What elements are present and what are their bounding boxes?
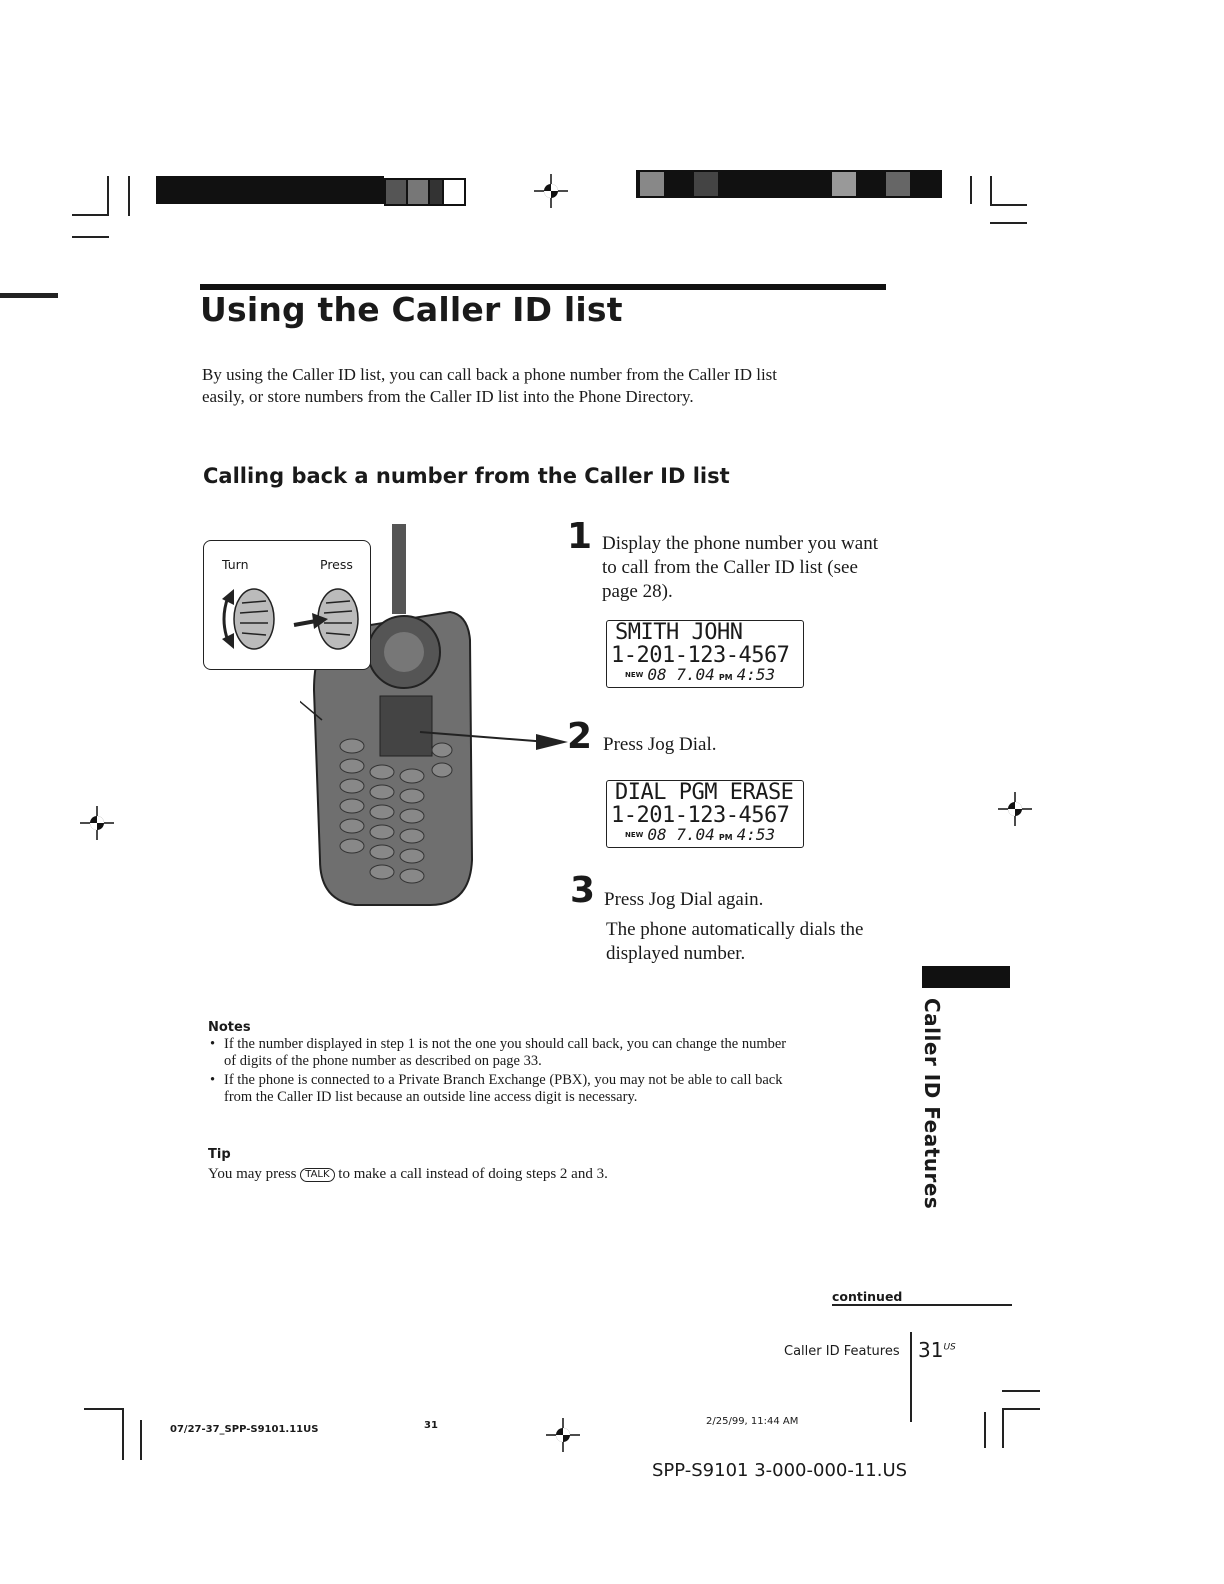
slug-date: 2/25/99, 11:44 AM bbox=[706, 1416, 799, 1427]
new-indicator: NEW bbox=[625, 831, 644, 839]
lcd-line: SMITH JOHN bbox=[615, 620, 743, 645]
color-swatch bbox=[384, 178, 408, 206]
turn-label: Turn bbox=[222, 557, 249, 572]
notes-list bbox=[208, 1036, 798, 1108]
note-item: • If the phone is connected to a Private Branch Exchange (PBX), you may not be able to call back from the Caller ID list because an outside line access digit is necessary. bbox=[208, 1072, 798, 1106]
registration-target-icon bbox=[80, 806, 114, 840]
lcd-display-2 bbox=[606, 780, 804, 848]
crop-mark bbox=[72, 236, 109, 238]
press-label: Press bbox=[320, 557, 353, 572]
intro-paragraph: By using the Caller ID list, you can call back a phone number from the Caller ID list easily, or store numbers from the Caller ID list into the Phone Directory. bbox=[202, 365, 778, 406]
step-text: Press Jog Dial again. bbox=[604, 889, 764, 910]
slug-page: 31 bbox=[424, 1420, 438, 1431]
lcd-line: 1-201-123-4567 bbox=[611, 803, 790, 828]
page-title: Using the Caller ID list bbox=[200, 290, 623, 329]
continued-rule bbox=[832, 1304, 1012, 1306]
color-swatch bbox=[406, 178, 430, 206]
registration-target-icon bbox=[534, 174, 568, 208]
crop-mark bbox=[984, 1412, 986, 1448]
page-number bbox=[918, 1338, 956, 1362]
crop-mark bbox=[970, 176, 972, 204]
lcd-date: 08 7.04 bbox=[647, 825, 715, 844]
document-code: SPP-S9101 3-000-000-11.US bbox=[652, 1460, 908, 1481]
step-number: 1 bbox=[567, 516, 593, 557]
lcd-line: DIAL PGM ERASE bbox=[615, 780, 794, 805]
page-number-value: 31 bbox=[918, 1338, 944, 1362]
step-text: Display the phone number you want to call from the Caller ID list (see page 28). bbox=[602, 533, 878, 602]
tip-heading: Tip bbox=[208, 1147, 231, 1162]
continued-label: continued bbox=[832, 1289, 903, 1304]
crop-mark bbox=[990, 222, 1027, 224]
step-number: 3 bbox=[570, 870, 596, 911]
pm-indicator: PM bbox=[718, 673, 733, 682]
color-swatch bbox=[442, 178, 466, 206]
new-indicator: NEW bbox=[625, 671, 644, 679]
color-swatch bbox=[886, 172, 910, 196]
crop-mark bbox=[72, 214, 109, 216]
crop-mark bbox=[107, 176, 109, 216]
crop-mark bbox=[84, 1408, 124, 1410]
crop-mark bbox=[990, 204, 1027, 206]
lcd-display-1 bbox=[606, 620, 804, 688]
footer-section-name: Caller ID Features bbox=[784, 1344, 900, 1359]
crop-mark bbox=[990, 176, 992, 204]
tip-after: to make a call instead of doing steps 2 and 3. bbox=[338, 1166, 608, 1182]
step-detail: The phone automatically dials the displayed number. bbox=[606, 919, 864, 964]
color-swatch bbox=[832, 172, 856, 196]
footer-divider bbox=[910, 1332, 912, 1422]
lcd-line: 1-201-123-4567 bbox=[611, 643, 790, 668]
registration-target-icon bbox=[998, 792, 1032, 826]
side-tab-label: Caller ID Features bbox=[920, 998, 944, 1210]
color-swatch bbox=[640, 172, 664, 196]
notes-heading: Notes bbox=[208, 1020, 251, 1035]
jog-dial-turn-icon bbox=[218, 579, 282, 657]
step-text: Press Jog Dial. bbox=[603, 734, 717, 755]
side-tab-marker bbox=[922, 966, 1010, 988]
crop-mark bbox=[128, 176, 130, 216]
tip-before: You may press bbox=[208, 1166, 297, 1182]
registration-target-icon bbox=[546, 1418, 580, 1452]
lcd-time: 4:53 bbox=[736, 665, 776, 684]
crop-mark bbox=[1002, 1408, 1004, 1448]
step-number: 2 bbox=[567, 716, 593, 757]
crop-mark bbox=[0, 293, 58, 298]
tip-text bbox=[208, 1166, 608, 1183]
color-swatch bbox=[694, 172, 718, 196]
lcd-time: 4:53 bbox=[736, 825, 776, 844]
jog-dial-press-icon bbox=[292, 579, 364, 657]
crop-mark bbox=[1002, 1408, 1040, 1410]
color-bar-left bbox=[156, 176, 384, 204]
slug-filename: 07/27-37_SPP-S9101.11US bbox=[170, 1424, 319, 1435]
jog-dial-callout bbox=[203, 540, 371, 670]
lcd-date: 08 7.04 bbox=[647, 665, 715, 684]
talk-key-icon: TALK bbox=[300, 1168, 334, 1182]
crop-mark bbox=[1002, 1390, 1040, 1392]
note-item: • If the number displayed in step 1 is not the one you should call back, you can change the number of digits of the phone number as described on page 33. bbox=[208, 1036, 798, 1070]
pm-indicator: PM bbox=[718, 833, 733, 842]
crop-mark bbox=[140, 1420, 142, 1460]
section-heading: Calling back a number from the Caller ID list bbox=[203, 464, 730, 488]
page-suffix: US bbox=[943, 1342, 956, 1353]
crop-mark bbox=[122, 1408, 124, 1460]
